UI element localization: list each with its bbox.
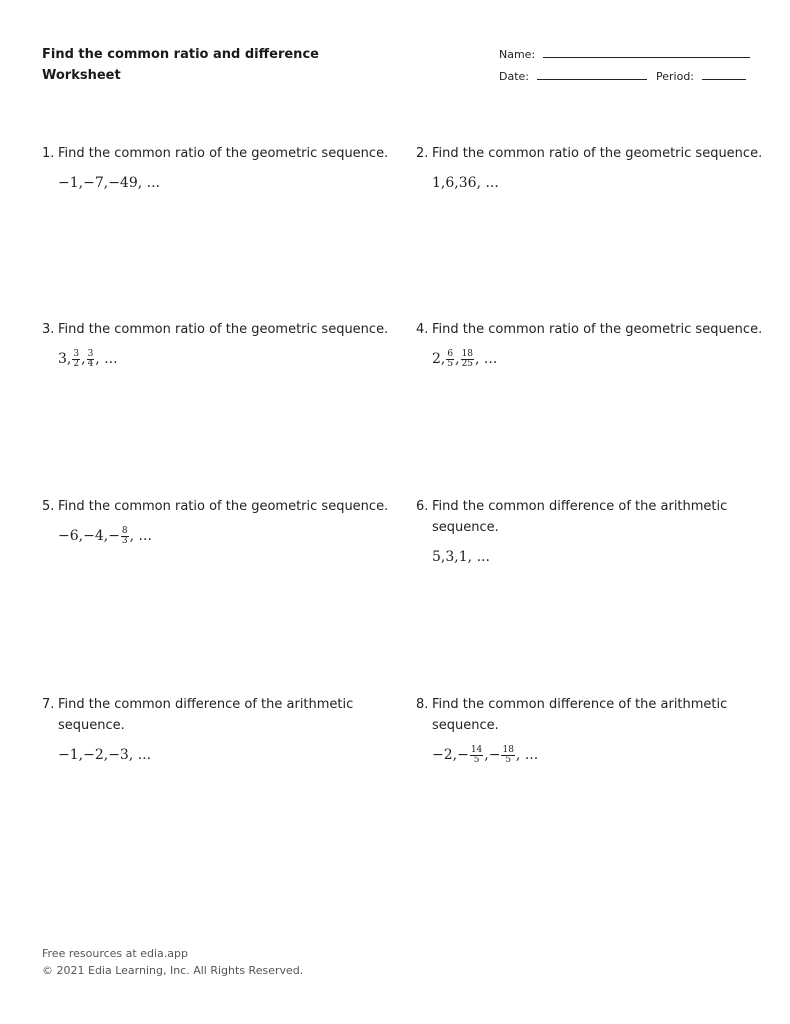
separator: , (103, 746, 109, 763)
problem-4 (416, 319, 766, 370)
problem-number: 1. (42, 146, 55, 161)
term: −1 (58, 174, 79, 191)
problem-3 (42, 319, 392, 370)
separator: , (452, 746, 458, 763)
sequence (432, 744, 766, 766)
term: 3 (445, 548, 455, 565)
period-label: Period: (656, 70, 695, 83)
denominator: 5 (505, 754, 512, 765)
fraction (461, 350, 474, 369)
term: 6 (445, 174, 455, 191)
ellipsis: , ... (137, 174, 160, 191)
separator: , (454, 548, 459, 565)
problem-prompt: Find the common ratio of the geometric sequence. (58, 146, 389, 161)
denominator: 5 (473, 754, 480, 765)
problem-prompt: Find the common ratio of the geometric sequence. (58, 322, 389, 337)
denominator: 4 (87, 358, 94, 369)
title-line-2: Worksheet (42, 68, 121, 83)
term: 2 (432, 350, 441, 367)
denominator: 2 (73, 358, 80, 369)
date-label: Date: (499, 70, 529, 83)
numerator: 18 (502, 744, 514, 755)
name-line[interactable] (543, 56, 750, 58)
numerator: 3 (87, 348, 94, 359)
ellipsis: , ... (475, 350, 498, 367)
problem-5 (42, 496, 392, 547)
problem-2 (416, 143, 766, 194)
separator: , (440, 174, 446, 191)
term: −4 (83, 527, 104, 544)
separator: , (455, 350, 460, 367)
problem-number: 4. (416, 322, 429, 337)
period-line[interactable] (702, 78, 746, 80)
problem-prompt: Find the common difference of the arithmetic sequence. (432, 697, 728, 733)
fraction (501, 746, 514, 765)
problem-prompt: Find the common ratio of the geometric sequence. (58, 499, 389, 514)
term: −3 (108, 746, 129, 763)
ellipsis: , ... (515, 746, 539, 763)
separator: , (103, 527, 109, 544)
problem-prompt: Find the common difference of the arithmetic sequence. (58, 697, 354, 733)
fraction (470, 746, 483, 765)
fraction (72, 350, 80, 369)
numerator: 3 (73, 348, 80, 359)
sequence (432, 546, 766, 568)
denominator: 25 (461, 358, 474, 369)
term: 5 (432, 548, 441, 565)
minus-sign: − (488, 746, 501, 763)
separator: , (440, 548, 446, 565)
term: −6 (58, 527, 79, 544)
term: 1 (458, 548, 468, 565)
sequence (58, 744, 392, 766)
problem-number: 2. (416, 146, 429, 161)
numerator: 18 (461, 348, 474, 359)
date-line[interactable] (537, 78, 647, 80)
footer-copyright: © 2021 Edia Learning, Inc. All Rights Reserved. (42, 964, 304, 977)
term: −1 (58, 746, 79, 763)
fraction (121, 527, 129, 546)
ellipsis: , ... (129, 527, 152, 544)
denominator: 5 (447, 358, 454, 369)
name-label: Name: (499, 48, 536, 61)
problem-6 (416, 496, 766, 568)
problem-prompt: Find the common ratio of the geometric sequence. (432, 146, 763, 161)
term: −2 (83, 746, 104, 763)
separator: , (440, 350, 446, 367)
sequence (58, 525, 392, 547)
problem-1 (42, 143, 392, 194)
separator: , (78, 527, 84, 544)
title-line-1: Find the common ratio and difference (42, 47, 319, 62)
numerator: 8 (121, 525, 128, 536)
separator: , (484, 746, 489, 763)
term: −2 (432, 746, 453, 763)
fraction (446, 350, 454, 369)
problem-number: 6. (416, 499, 429, 514)
ellipsis: , ... (476, 174, 499, 191)
term: −7 (83, 174, 104, 191)
denominator: 3 (121, 535, 128, 546)
problem-number: 5. (42, 499, 55, 514)
problem-number: 3. (42, 322, 55, 337)
numerator: 6 (447, 348, 454, 359)
fraction (87, 350, 95, 369)
worksheet-title (42, 44, 319, 86)
ellipsis: , ... (467, 548, 490, 565)
problem-number: 8. (416, 697, 429, 712)
numerator: 14 (470, 744, 483, 755)
problem-number: 7. (42, 697, 55, 712)
separator: , (81, 350, 86, 367)
name-field[interactable] (499, 48, 750, 61)
separator: , (66, 350, 72, 367)
ellipsis: , ... (95, 350, 118, 367)
separator: , (78, 746, 84, 763)
sequence (58, 348, 392, 370)
term: 3 (58, 350, 67, 367)
minus-sign: − (108, 527, 120, 544)
problem-8 (416, 694, 766, 766)
term: −49 (108, 174, 138, 191)
date-field[interactable] (499, 70, 647, 83)
term: 36 (458, 174, 477, 191)
separator: , (454, 174, 459, 191)
sequence (432, 348, 766, 370)
sequence (432, 172, 766, 194)
problem-7 (42, 694, 392, 766)
term: 1 (432, 174, 441, 191)
period-field[interactable] (656, 70, 746, 83)
sequence (58, 172, 392, 194)
minus-sign: − (457, 746, 469, 763)
ellipsis: , ... (128, 746, 152, 763)
footer-resources: Free resources at edia.app (42, 947, 188, 960)
separator: , (78, 174, 84, 191)
problem-prompt: Find the common ratio of the geometric sequence. (432, 322, 763, 337)
separator: , (103, 174, 109, 191)
problem-prompt: Find the common difference of the arithmetic sequence. (432, 499, 728, 535)
